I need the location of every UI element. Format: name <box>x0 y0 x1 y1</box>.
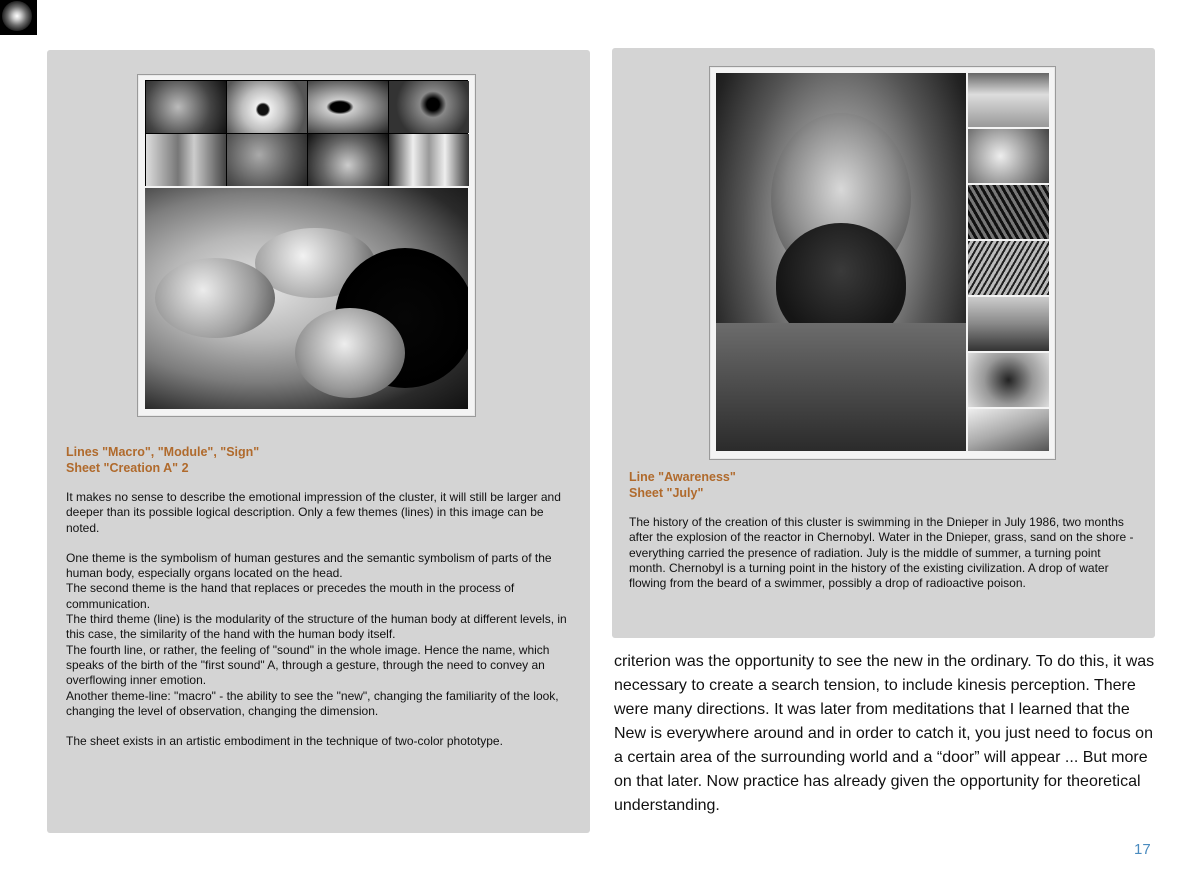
right-caption-line1: Line "Awareness" <box>629 470 736 484</box>
left-caption-line1: Lines "Macro", "Module", "Sign" <box>66 445 260 459</box>
left-paragraph: The third theme (line) is the modularity of the structure of the human body at different levels, in this case, the similarity of the hand with the human body itself. <box>66 612 567 642</box>
photo-cell <box>227 134 307 186</box>
strip-photo <box>968 185 1049 239</box>
left-paragraph: The fourth line, or rather, the feeling of "sound" in the whole image. Hence the name, which speaks of the birth of the "first sound" A, through a gesture, through the need to convey an overflowing inner emotion. <box>66 642 550 688</box>
photo-cell <box>227 81 307 133</box>
left-paragraph: It makes no sense to describe the emotional impression of the cluster, it will still be larger and deeper than its possible logical description. Only a few themes (lines) in this image can be noted. <box>66 490 561 535</box>
photo-cell <box>389 134 469 186</box>
right-description <box>629 515 1139 591</box>
left-caption-line2: Sheet "Creation A" 2 <box>66 461 189 475</box>
photo-cell <box>146 81 226 133</box>
page-number: 17 <box>1134 841 1151 858</box>
right-caption-line2: Sheet "July" <box>629 486 704 500</box>
strip-photo <box>968 73 1049 127</box>
july-photo <box>709 66 1056 460</box>
finger-shape <box>155 258 275 338</box>
strip-photo <box>968 353 1049 407</box>
photo-cell <box>308 81 388 133</box>
left-paragraph: One theme is the symbolism of human gestures and the semantic symbolism of parts of the human body, especially organs located on the head. <box>66 550 552 581</box>
photo-cell <box>308 134 388 186</box>
strip-photo <box>968 297 1049 351</box>
left-paragraph: The second theme is the hand that replaces or precedes the mouth in the process of communication. <box>66 581 515 611</box>
photo-cell <box>146 134 226 186</box>
strip-photo <box>968 129 1049 183</box>
left-paragraph: The sheet exists in an artistic embodiment in the technique of two-color phototype. <box>66 734 503 749</box>
photo-cell <box>389 81 469 133</box>
strip-photo <box>968 241 1049 295</box>
photo-grid <box>145 80 468 186</box>
left-description <box>66 490 571 749</box>
logo-glow <box>2 1 32 31</box>
right-paragraph: The history of the creation of this cluster is swimming in the Dnieper in July 1986, two months after the explosion of the reactor in Chernobyl. Water in the Dnieper, grass, sand on the shore - everything carried the presence of radiation. July is the middle of summer, a turning point month. Chernobyl is a turning point in the history of the existing civilization. A drop of water flowing from the beard of a swimmer, possibly a drop of radioactive poison. <box>629 515 1134 591</box>
shoulders-shape <box>716 323 966 451</box>
left-panel <box>47 50 590 833</box>
creation-a-photo <box>137 74 476 417</box>
corner-logo <box>0 0 37 35</box>
right-caption-title <box>629 469 736 501</box>
finger-shape <box>295 308 405 398</box>
left-paragraph: Another theme-line: "macro" - the ability to see the "new", changing the familiarity of the look, changing the level of observation, changing the dimension. <box>66 688 559 718</box>
swimmer-portrait <box>716 73 966 451</box>
right-panel <box>612 48 1155 638</box>
hand-mouth-photo <box>145 188 468 409</box>
main-body-text: criterion was the opportunity to see the new in the ordinary. To do this, it was necessary to create a search tension, to include kinesis perception. There were many directions. It was later from meditations that I learned that the New is everywhere around and in order to catch it, you just need to focus on a certain area of the surrounding world and a “door” will appear ... But more on that later. Now practice has already given the opportunity for theoretical understanding. <box>614 653 1155 814</box>
strip-photo <box>968 409 1049 451</box>
left-caption-title <box>66 444 259 476</box>
